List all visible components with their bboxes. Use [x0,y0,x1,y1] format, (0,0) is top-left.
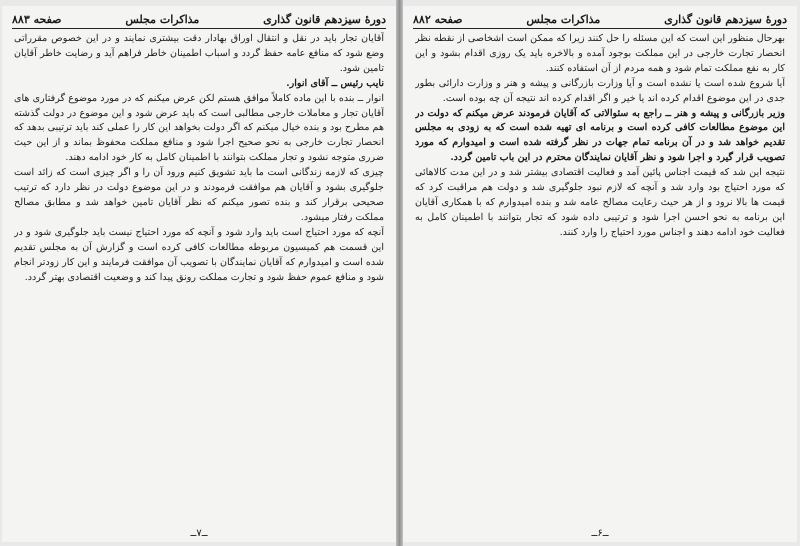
left-page-body [14,32,384,522]
left-paragraph: نایب رئیس ــ آقای انوار. [286,77,384,89]
book-gutter [396,0,403,546]
left-page-label: صفحه ۸۸۳ [12,12,62,26]
right-paragraph: وزیر بازرگانی و پیشه و هنر ــ راجع به سئوالاتی که آقایان فرمودند عرض میکنم که دولت در این موضوع مطالعات کافی کرده است و برنامه ای تهیه شده است که به زودی به مجلس تقدیم خواهد شد و در آن برنامه تمام جهات در نظر گرفته شده است و امیدوارم که مورد تصویب قرار گیرد و اجرا شود و نظر آقایان نمایندگان محترم در این باب تامین گردد. [415,107,785,164]
right-paragraph: بهرحال منظور این است که این مسئله را حل کنند زیرا که ممکن است اشخاصی از نقطه نظر انحصار تجارت خارجی در این مملکت بوجود آمده و بالاخره باید یک روزی اقدام بشود و این کار به نفع مملکت تمام شود و همه مردم از آن استفاده کنند. [415,33,785,74]
right-page-header [413,10,787,29]
right-page [403,6,797,542]
left-page-number: ــ۷ــ [190,528,208,539]
left-paragraph: چیزی که لازمه زندگانی است ما باید تشویق کنیم ورود آن را و اگر چیزی است که زائد است جلوگیری بشود و آقایان هم موافقت فرمودند و در این موضوع دولت در نظر دارد که ترتیب صحیحی برقرار کند و بنده تصور میکنم که نظر آقایان تامین خواهد شد و مطابق مصالح مملکت رفتار میشود. [14,167,384,223]
left-paragraph: آنچه که مورد احتیاج است باید وارد شود و آنچه که مورد احتیاج نیست باید جلوگیری شود و در این قسمت هم کمیسیون مربوطه مطالعات کافی کرده است و گزارش آن به مجلس تقدیم شده است و امیدوارم که آقایان نمایندگان با تصویب آن موافقت فرمایند و این کار زودتر انجام شود و منافع عموم حفظ شود و تجارت مملکت رونق پیدا کند و وضعیت اقتصادی بهتر گردد. [14,226,384,283]
left-session-label: دورهٔ سیزدهم قانون گذاری [263,12,386,26]
left-title: مذاکرات مجلس [125,12,200,26]
right-paragraph: نتیجه این شد که قیمت اجناس پائین آمد و فعالیت اقتصادی بیشتر شد و در این مدت کالاهائی که مورد احتیاج بود وارد شد و آنچه که لازم نبود جلوگیری شد و دولت هم مراقبت کرد که قیمت ها بالا نرود و از هر حیث رعایت مصالح عامه شد و بنده امیدوارم که با همکاری آقایان این برنامه به نحو احسن اجرا شود و ترتیبی داده شود که تجار بتوانند با اطمینان کامل به فعالیت خود ادامه دهند و اجناس مورد احتیاج را وارد کنند. [415,167,785,238]
right-page-label: صفحه ۸۸۲ [413,12,463,26]
right-paragraph: آیا شروع شده است یا نشده است و آیا وزارت بازرگانی و پیشه و هنر و وزارت دارائی بطور جدی در این موضوع اقدام کرده اند یا خیر و اگر اقدام کرده اند نتیجه آن چه بوده است. [415,77,785,104]
right-title: مذاکرات مجلس [526,12,601,26]
left-paragraph: آقایان تجار باید در نقل و انتقال اوراق بهادار دقت بیشتری نمایند و در این خصوص مقرراتی وضع شود که منافع عامه حفظ گردد و اسباب اطمینان خاطر فراهم آید و رضایت خاطر آقایان تامین شود. [14,33,384,74]
left-paragraph: انوار ــ بنده با این ماده کاملاً موافق هستم لکن عرض میکنم که در مورد موضوع گرفتاری های آقایان تجار و معاملات خارجی مطالبی است که باید عرض شود و این موضوع در دولت گذشته هم مطرح بود و بنده خیال میکنم که اگر دولت بخواهد این کار را عملی کند باید ترتیبی بدهد که انحصار تجارت خارجی به نحو صحیح اجرا شود و منافع مملکت محفوظ بماند و از این حیث ضرری متوجه نشود و تجار مملکت بتوانند با اطمینان کامل به کار خود ادامه دهند. [14,92,384,164]
right-session-label: دورهٔ سیزدهم قانون گذاری [664,12,787,26]
left-page [2,6,396,542]
left-page-header [12,10,386,29]
right-page-number: ــ۶ــ [591,528,609,539]
right-page-body [415,32,785,522]
